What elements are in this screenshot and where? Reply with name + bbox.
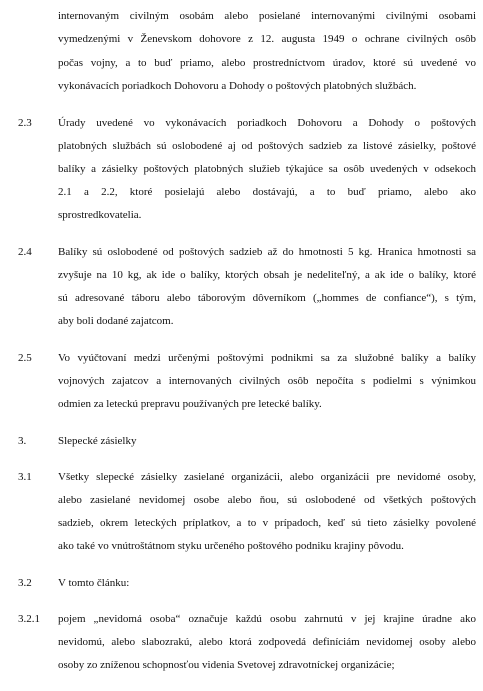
paragraph-line: aby boli dodané zajatcom. bbox=[58, 315, 174, 327]
paragraph-line: sadzieb, okrem leteckých príplatkov, a to v prípadoch, keď sú tieto zásielky povolené bbox=[58, 517, 476, 529]
section-number: 2.5 bbox=[18, 352, 32, 364]
paragraph-line: odmien za leteckú prepravu používaných pre letecké balíky. bbox=[58, 398, 322, 410]
paragraph-line: pojem „nevidomá osoba“ označuje každú osobu zahrnutú v jej krajine úradne ako bbox=[58, 613, 476, 625]
section-number: 2.4 bbox=[18, 246, 32, 258]
paragraph-line: Balíky sú oslobodené od poštových sadzieb až do hmotnosti 5 kg. Hranica hmotnosti sa bbox=[58, 246, 476, 258]
paragraph-line: V tomto článku: bbox=[58, 577, 130, 589]
section-heading: Slepecké zásielky bbox=[58, 435, 137, 447]
paragraph-line: osoby zo zníženou schopnosťou videnia Svetovej zdravotníckej organizácie; bbox=[58, 659, 395, 671]
section-number: 3. bbox=[18, 435, 27, 447]
paragraph-line: Vo vyúčtovaní medzi určenými poštovými podnikmi sa za služobné balíky a balíky bbox=[58, 352, 476, 364]
paragraph-line: vojnových zajatcov a internovaných civilných osôb nepočíta s podielmi s výnimkou bbox=[58, 375, 476, 387]
paragraph-line: alebo zasielané nevidomej osobe alebo ňou, sú oslobodené od všetkých poštových bbox=[58, 494, 476, 506]
paragraph-line: zvyšuje na 10 kg, ak ide o balíky, ktorých obsah je nedeliteľný, a ak ide o balíky, ktoré bbox=[58, 269, 476, 281]
paragraph-line: ako také vo vnútroštátnom styku určeného poštového podniku krajiny pôvodu. bbox=[58, 540, 404, 552]
paragraph-line: Všetky slepecké zásielky zasielané organizácii, alebo organizácii pre nevidomé osoby, bbox=[58, 471, 476, 483]
section-number: 3.2.1 bbox=[18, 613, 40, 625]
paragraph-line: nevidomú, alebo slabozrakú, alebo ktorá zodpovedá definíciám nevidomej osoby alebo bbox=[58, 636, 476, 648]
paragraph-line: počas vojny, a to buď priamo, alebo prostredníctvom úradov, ktoré sú uvedené vo bbox=[58, 57, 476, 69]
paragraph-line: sprostredkovatelia. bbox=[58, 209, 142, 221]
paragraph-line: Úrady uvedené vo vykonávacích poriadkoch Dohovoru a Dohody o poštových bbox=[58, 117, 476, 129]
paragraph-line: vymedzenými v Ženevskom dohovore z 12. augusta 1949 o ochrane civilných osôb bbox=[58, 33, 476, 45]
paragraph-line: sú adresované táboru alebo táborovým dôverníkom („hommes de confiance“), s tým, bbox=[58, 292, 476, 304]
paragraph-line: internovaným civilným osobám alebo posielané internovanými civilnými osobami bbox=[58, 10, 476, 22]
section-number: 3.1 bbox=[18, 471, 32, 483]
paragraph-line: 2.1 a 2.2, ktoré posielajú alebo dostávajú, a to buď priamo, alebo ako bbox=[58, 186, 476, 198]
paragraph-line: vykonávacích poriadkoch Dohovoru a Dohody o poštových platobných službách. bbox=[58, 80, 417, 92]
section-number: 2.3 bbox=[18, 117, 32, 129]
section-number: 3.2 bbox=[18, 577, 32, 589]
paragraph-line: platobných službách sú oslobodené aj od poštových sadzieb za listové zásielky, poštové bbox=[58, 140, 476, 152]
paragraph-line: balíky a zásielky poštových platobných služieb týkajúce sa osôb uvedených v odsekoch bbox=[58, 163, 476, 175]
